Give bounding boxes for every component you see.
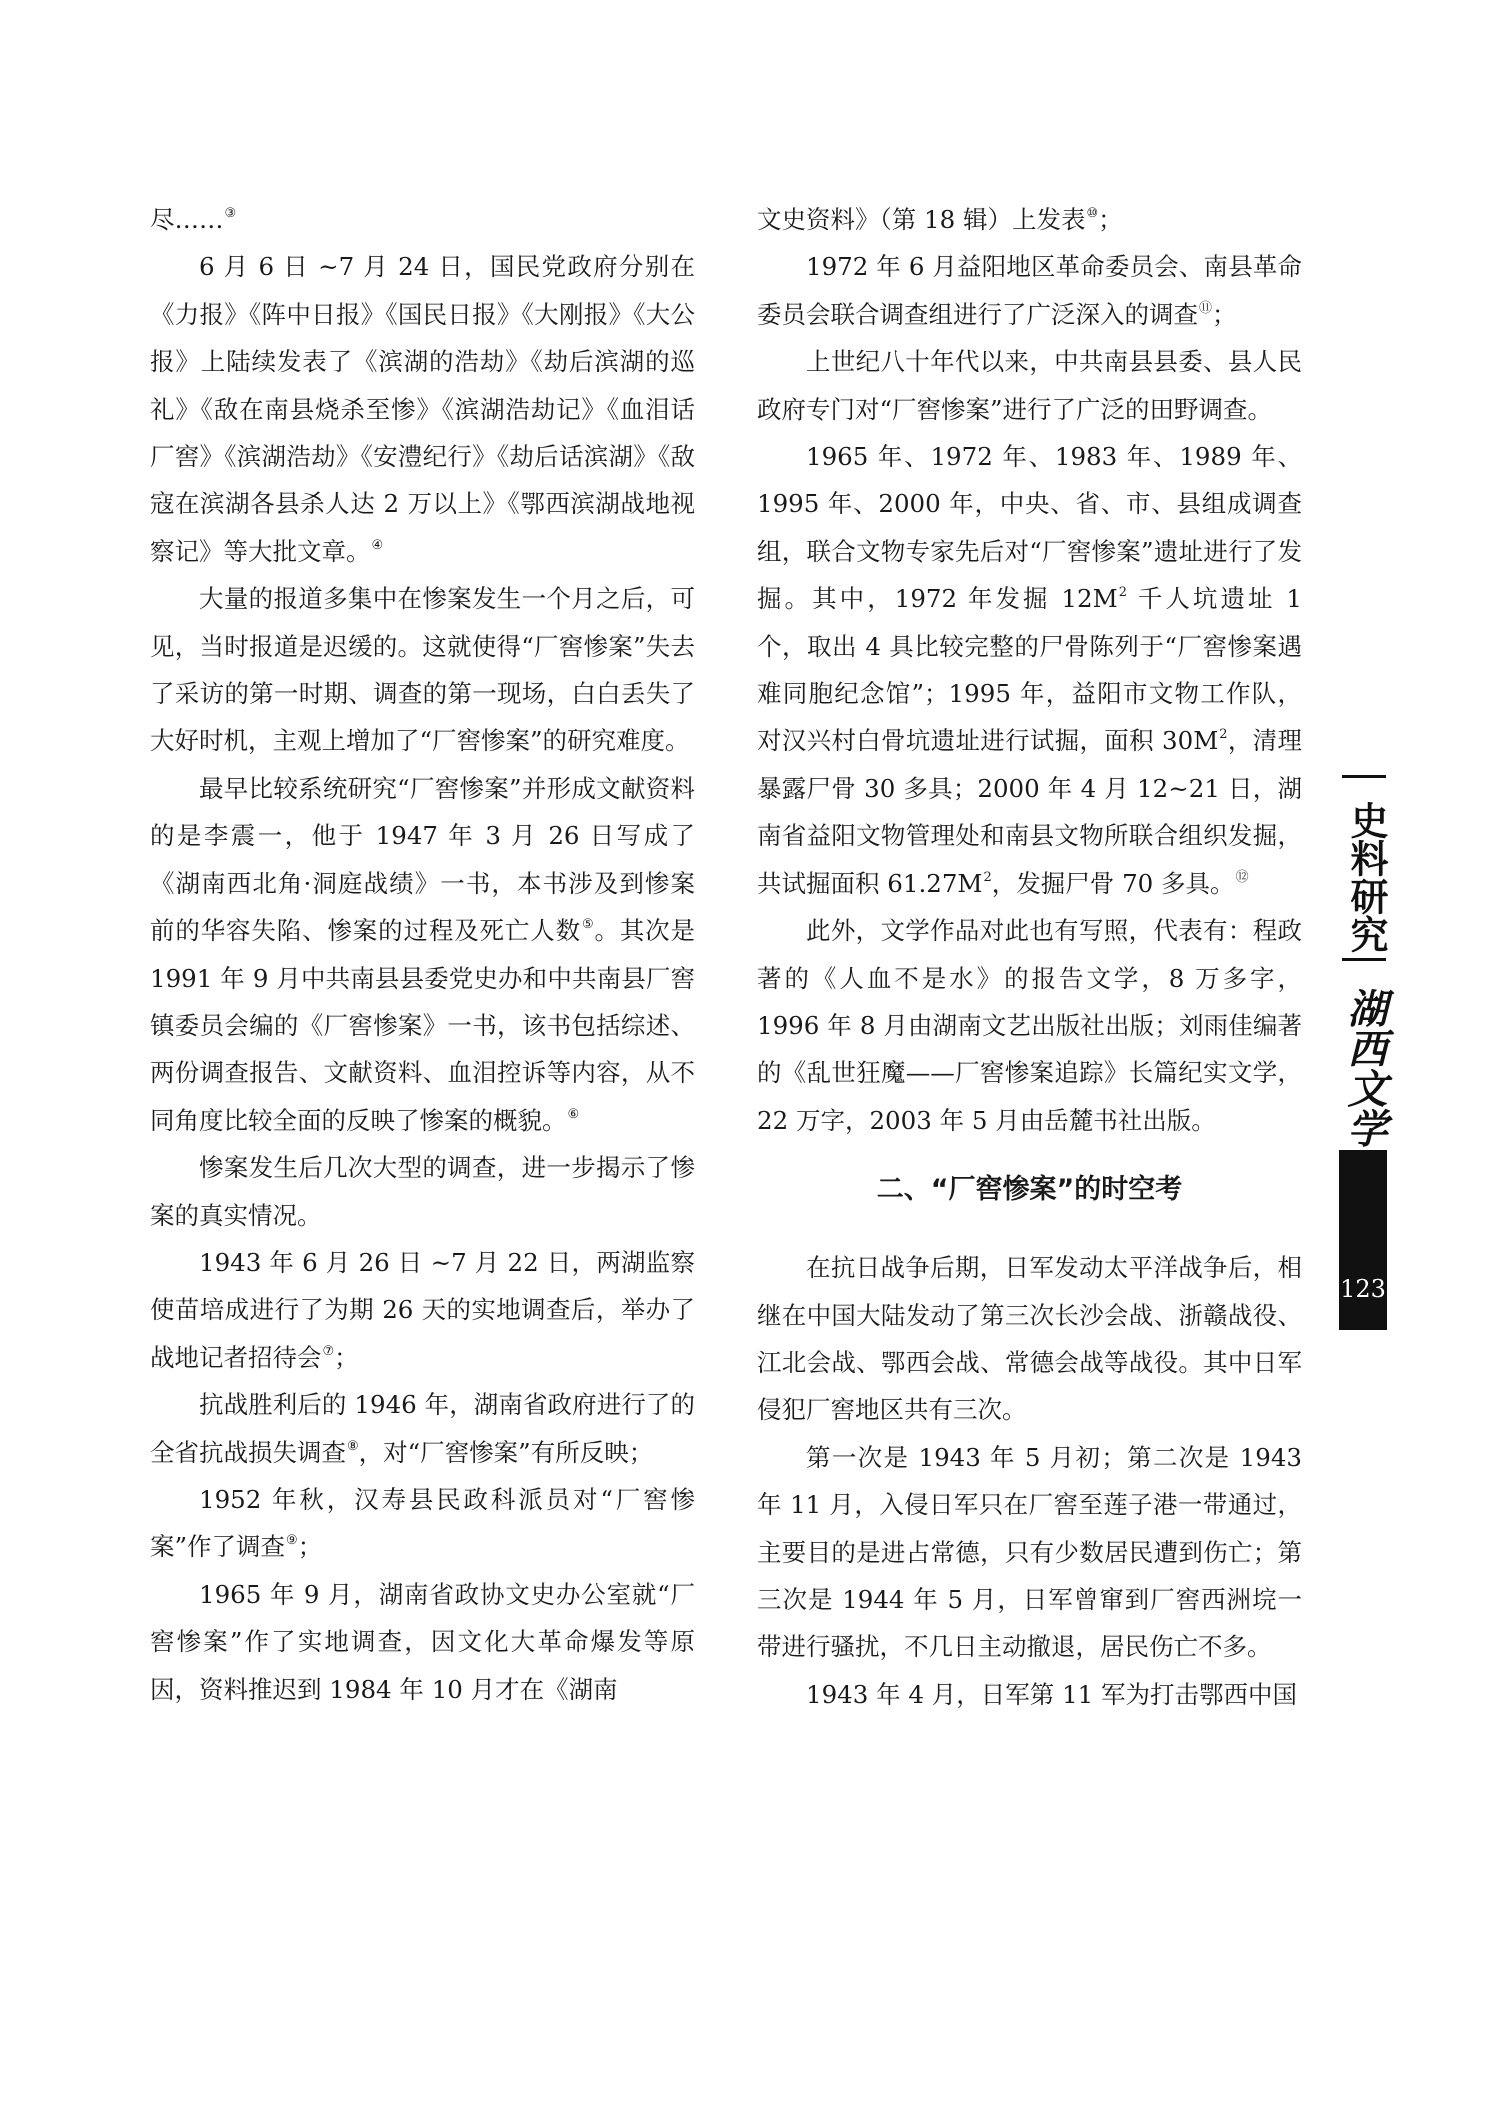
footnote-ref: ⑤ (581, 917, 595, 933)
superscript: 2 (1219, 727, 1228, 743)
page-number: 123 (1340, 1275, 1386, 1303)
tab-rule-middle (1342, 958, 1386, 961)
paragraph: 1972 年 6 月益阳地区革命委员会、南县革命委员会联合调查组进行了广泛深入的调查⑪； (757, 252, 1302, 329)
paragraph: 第一次是 1943 年 5 月初；第二次是 1943 年 11 月，入侵日军只在厂窖至莲子港一带通过，主要目的是进占常德，只有少数居民遭到伤亡；第三次是 1944 年 5 月，日军曾窜到厂窖西洲垸一带进行骚扰，不几日主动撤退，居民伤亡不多。 (757, 1442, 1302, 1662)
paragraph: 抗战胜利后的 1946 年，湖南省政府进行了的全省抗战损失调查⑧，对“厂窖惨案”有所反映； (150, 1390, 695, 1467)
paragraph: 6 月 6 日 ~7 月 24 日，国民党政府分别在《力报》《阵中日报》《国民日报》《大刚报》《大公报》上陆续发表了《滨湖的浩劫》《劫后滨湖的巡礼》《敌在南县烧杀至惨》《滨湖浩劫记》《血泪话厂窖》《滨湖浩劫》《安澧纪行》《劫后话滨湖》《敌寇在滨湖各县杀人达 2 万以上》《鄂西滨湖战地视察记》等大批文章。④ (150, 252, 695, 566)
paragraph: 大量的报道多集中在惨案发生一个月之后，可见，当时报道是迟缓的。这就使得“厂窖惨案”失去了采访的第一时期、调查的第一现场，白白丢失了大好时机，主观上增加了“厂窖惨案”的研究难度。 (150, 584, 695, 756)
side-tab (1338, 775, 1388, 1330)
page-tab-block (1339, 1150, 1387, 1330)
paragraph: 1943 年 4 月，日军第 11 军为打击鄂西中国 (806, 1679, 1298, 1709)
footnote-ref: ④ (371, 537, 384, 553)
tab-rule-top (1342, 775, 1386, 778)
superscript: 2 (983, 869, 992, 885)
section-label: 史料研究 (1344, 801, 1388, 953)
paragraph: 上世纪八十年代以来，中共南县县委、县人民政府专门对“厂窖惨案”进行了广泛的田野调查。 (757, 347, 1302, 424)
footnote-ref: ⑫ (1235, 869, 1249, 885)
journal-logo: 湖西文学 (1341, 988, 1388, 1148)
footnote-ref: ⑥ (567, 1106, 580, 1122)
footnote-ref: ⑨ (286, 1533, 298, 1549)
footnote-ref: ⑪ (1199, 300, 1213, 316)
paragraph: 在抗日战争后期，日军发动太平洋战争后，相继在中国大陆发动了第三次长沙会战、浙赣战役、江北会战、鄂西会战、常德会战等战役。其中日军侵犯厂窖地区共有三次。 (757, 1253, 1302, 1425)
paragraph: 1952 年秋，汉寿县民政科派员对“厂窖惨案”作了调查⑨； (150, 1484, 695, 1562)
superscript: 2 (1118, 585, 1127, 601)
paragraph: 1943 年 6 月 26 日 ~7 月 22 日，两湖监察使苗培成进行了为期 26 天的实地调查后，举办了战地记者招待会⑦； (150, 1247, 695, 1372)
left-column (150, 196, 695, 1713)
footnote-ref: ⑩ (1086, 205, 1099, 221)
section-heading: 二、“厂窖惨案”的时空考 (876, 1174, 1183, 1206)
paragraph: 文史资料》（第 18 辑）上发表⑩； (757, 205, 1123, 234)
footnote-ref: ⑧ (347, 1438, 359, 1454)
paragraph: 尽……③ (150, 205, 237, 234)
footnote-ref: ③ (224, 205, 237, 221)
footnote-ref: ⑦ (322, 1343, 335, 1359)
paragraph: 此外，文学作品对此也有写照，代表有：程政著的《人血不是水》的报告文学，8 万多字，1996 年 8 月由湖南文艺出版社出版；刘雨佳编著的《乱世狂魔——厂窖惨案追踪》长篇纪实文学，22 万字，2003 年 5 月由岳麓书社出版。 (757, 916, 1302, 1135)
paragraph: 1965 年 9 月，湖南省政协文史办公室就“厂窖惨案”作了实地调查，因文化大革命爆发等原因，资料推迟到 1984 年 10 月才在《湖南 (150, 1579, 695, 1704)
paragraph: 最早比较系统研究“厂窖惨案”并形成文献资料的是李震一，他于 1947 年 3 月 26 日写成了《湖南西北角·洞庭战绩》一书，本书涉及到惨案前的华容失陷、惨案的过程及死亡人数⑤。其次是 1991 年 9 月中共南县县委党史办和中共南县厂窖镇委员会编的《厂窖惨案》一书，该书包括综述、两份调查报告、文献资料、血泪控诉等内容，从不同角度比较全面的反映了惨案的概貌。⑥ (150, 773, 696, 1135)
paragraph: 1965 年、1972 年、1983 年、1989 年、1995 年、2000 年，中央、省、市、县组成调查组，联合文物专家先后对“厂窖惨案”遗址进行了发掘。其中，1972 年发掘 12M$^2$ 千人坑遗址 1 个，取出 4 具比较完整的尸骨陈列于“厂窖惨案遇难同胞纪念馆”；1995 年，益阳市文物工作队，对汉兴村白骨坑遗址进行试掘，面积 30M$^2$，清理暴露尸骨 30 多具；2000 年 4 月 12~21 日，湖南省益阳文物管理处和南县文物所联合组织发掘，共试掘面积 61.27M$^2$，发掘尸骨 70 多具。⑫ (757, 442, 1303, 898)
right-column (757, 196, 1302, 1718)
paragraph: 惨案发生后几次大型的调查，进一步揭示了惨案的真实情况。 (150, 1153, 695, 1230)
